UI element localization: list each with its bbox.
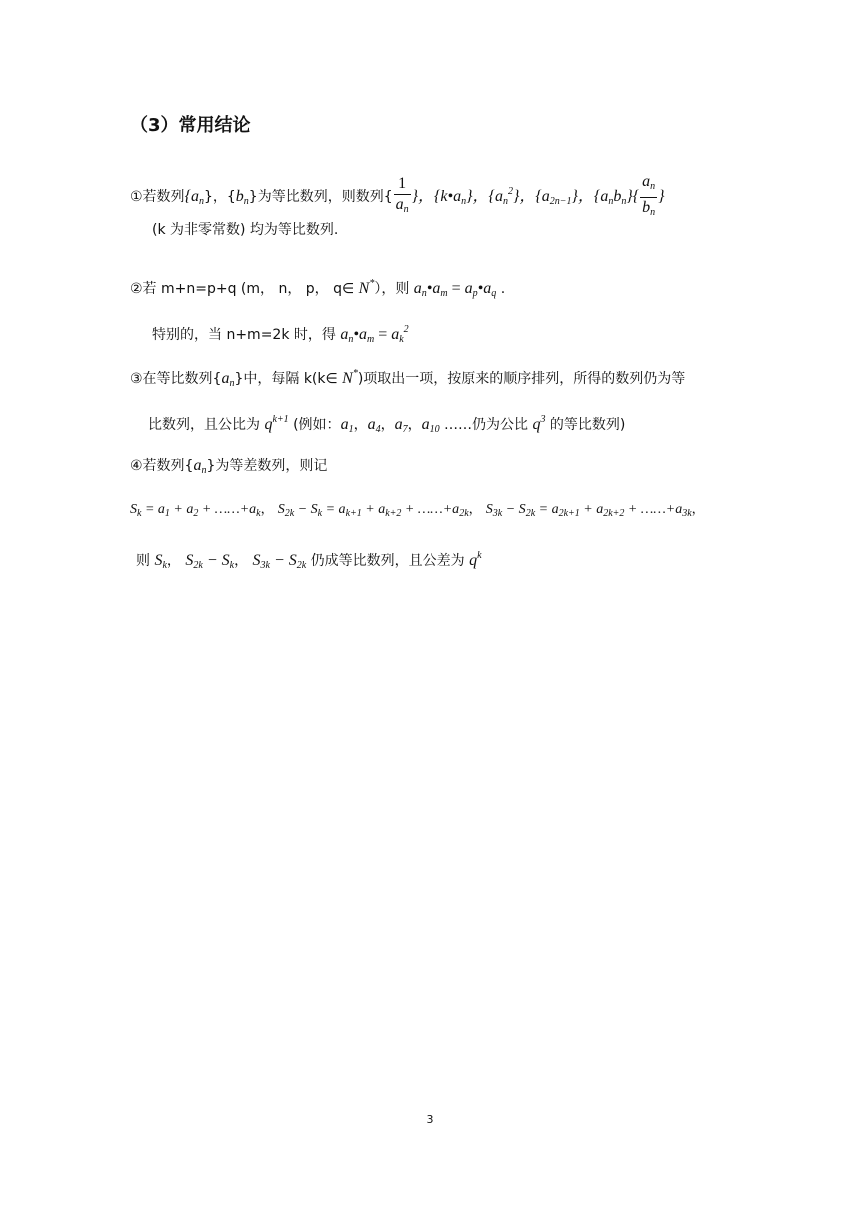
- section-heading: （3）常用结论: [130, 115, 251, 136]
- item-4-formulas: $S_k = a_1 + a_2$ + $\dots\dots+a_k$， $S_{2k} - S_k = a_{k+1} + a_{k+2}$ + $\dots\dots+a_{2k}$， $S_{3k} - S_{2k} = a_{2k+1} + a_{2k+2}$ + $\dots\dots+a_{3k}$，: [130, 502, 705, 519]
- item-1-line-2: (k 为非零常数) 均为等比数列.: [152, 222, 339, 238]
- fraction-an-over-bn: $\frac{a_n}{b_n}$: [642, 172, 656, 218]
- item-1-line-1: ①若数列$\{a_n\}$，$\{b_n\}$为等比数列，则数列{ $\frac{1}{a_n}$ }，$\{k•a_n\}$，$\{a_n^2\}$，$\{a_{2n-1}\}$，$\{a_nb_n\}${ $\frac{a_n}{b_n}$ }: [130, 168, 665, 216]
- item-3-line-2: 比数列，且公比为 $q^{k+1}$ (例如：$a_1$，$a_4$，$a_7$，$a_{10}$ ……仍为公比 $q^3$ 的等比数列): [148, 414, 626, 435]
- page-number: 3: [426, 1113, 434, 1126]
- item-2-line-2: 特别的，当 n+m=2k 时，得 $a_n•a_m = a_k^2$: [152, 324, 409, 345]
- item-3-line-1: ③在等比数列$\{a_n\}$中，每隔 k(k∈ N*)项取出一项，按原来的顺序排列，所得的数列仍为等: [130, 368, 686, 389]
- fraction-1-over-an: $\frac{1}{a_n}$: [395, 175, 409, 215]
- item-4-conclusion: 则 $S_k$， $S_{2k} - S_k$， $S_{3k} - S_{2k}$ 仍成等比数列，且公差为 $q^k$: [136, 550, 482, 571]
- item-4-line-1: ④若数列$\{a_n\}$为等差数列，则记: [130, 457, 328, 476]
- item-2-line-1: ②若 m+n=p+q (m， n， p， q∈ N*），则 $a_n•a_m$ = $a_p•a_q$ .: [130, 278, 506, 299]
